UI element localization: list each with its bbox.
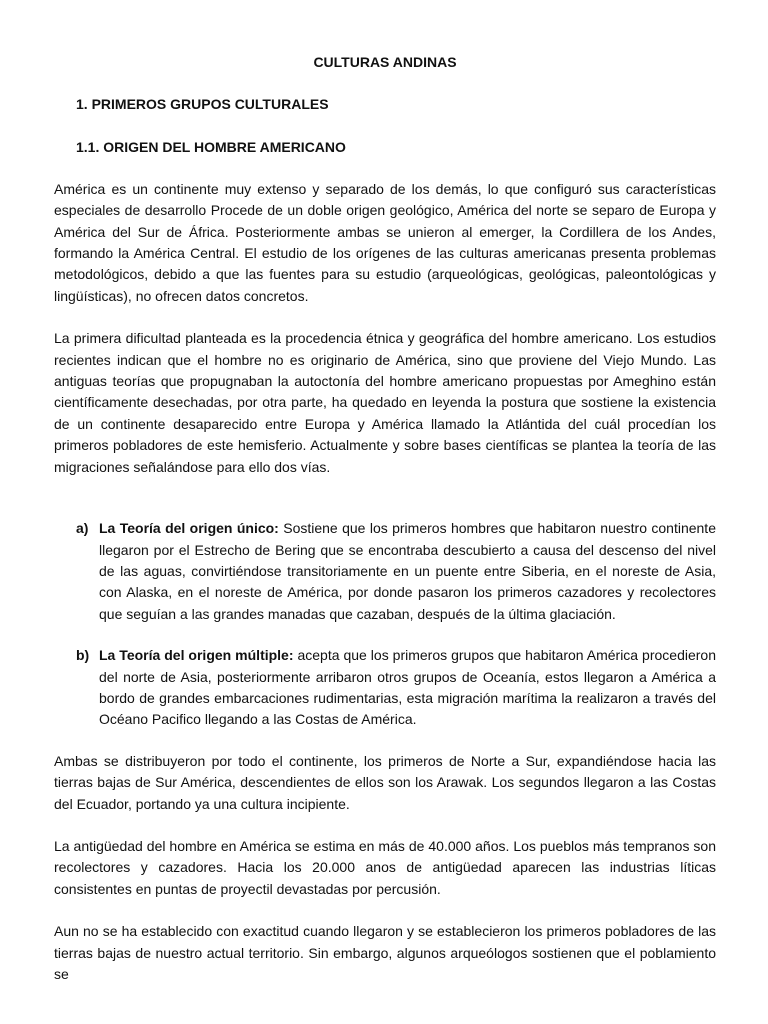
paragraph-poblamiento: Aun no se ha establecido con exactitud cuando llegaron y se establecieron los primeros pobladores de las tierras bajas de nuestro actual territorio. Sin embargo, algunos arqueólogos sostienen que el poblamiento se (54, 923, 716, 982)
paragraph-dificultad: La primera dificultad planteada es la procedencia étnica y geográfica del hombre americano. Los estudios recientes indican que el hombre no es originario de América, sino que proviene del Viejo Mundo. Las antiguas teorías que propugnaban la autoctonía del hombre americano propuestas por Ameghino están científicamente desechadas, por otra parte, ha quedado en leyenda la postura que sostiene la existencia de un continente desaparecido entre Europa y América llamado la Atlántida del cuál procedían los primeros pobladores de este hemisferio. Actualmente y sobre bases científicas se plantea la teoría de las migraciones señalándose para ello dos vías. (54, 330, 716, 475)
list-marker: b) (76, 647, 90, 664)
document-page (54, 52, 716, 985)
subsection-heading-origen: 1.1. ORIGEN DEL HOMBRE AMERICANO (76, 139, 346, 156)
theory-term: La Teoría del origen único: (99, 520, 279, 537)
paragraph-antiguedad: La antigüedad del hombre en América se estima en más de 40.000 años. Los pueblos más tempranos son recolectores y cazadores. Hacia los 20.000 anos de antigüedad aparecen las industrias líticas consistentes en puntas de proyectil devastadas por percusión. (54, 837, 716, 897)
theory-term: La Teoría del origen múltiple: (99, 647, 294, 664)
theory-item-origen-multiple (54, 645, 716, 731)
theory-text: acepta que los primeros grupos que habitaron América procedieron del norte de Asia, posteriormente arribaron otros grupos de Oceanía, estos llegaron a América a bordo de grandes embarcaciones rudimentarias, esta migración marítima la realizaron a través del Océano Pacifico llegando a las Costas de América. (99, 647, 716, 728)
section-heading-primeros-grupos: 1. PRIMEROS GRUPOS CULTURALES (76, 96, 329, 112)
list-marker: a) (76, 520, 89, 537)
paragraph-distribucion: Ambas se distribuyeron por todo el continente, los primeros de Norte a Sur, expandiéndose hacia las tierras bajas de Sur América, descendientes de ellos son los Arawak. Los segundos llegaron a las Costas del Ecuador, portando ya una cultura incipiente. (54, 752, 716, 812)
document-title: CULTURAS ANDINAS (313, 54, 457, 70)
theories-list (54, 518, 716, 731)
theory-text: Sostiene que los primeros hombres que habitaron nuestro continente llegaron por el Estrecho de Bering que se encontraba descubierto a causa del descenso del nivel de las aguas, convirtiéndose transitoriamente en un puente entre Siberia, en el noreste de Asia, con Alaska, en el noreste de América, por donde pasaron los primeros cazadores y recolectores que seguían a las grandes manadas que cazaban, después de la última glaciación. (99, 520, 716, 622)
paragraph-intro: América es un continente muy extenso y separado de los demás, lo que configuró sus características especiales de desarrollo Procede de un doble origen geológico, América del norte se separo de Europa y América del Sur de África. Posteriormente ambas se unieron al emerger, la Cordillera de los Andes, formando la América Central. El estudio de los orígenes de las culturas americanas presenta problemas metodológicos, debido a que las fuentes para su estudio (arqueológicas, geológicas, paleontológicas y lingüísticas), no ofrecen datos concretos. (54, 180, 716, 304)
theory-item-origen-unico (54, 518, 716, 625)
